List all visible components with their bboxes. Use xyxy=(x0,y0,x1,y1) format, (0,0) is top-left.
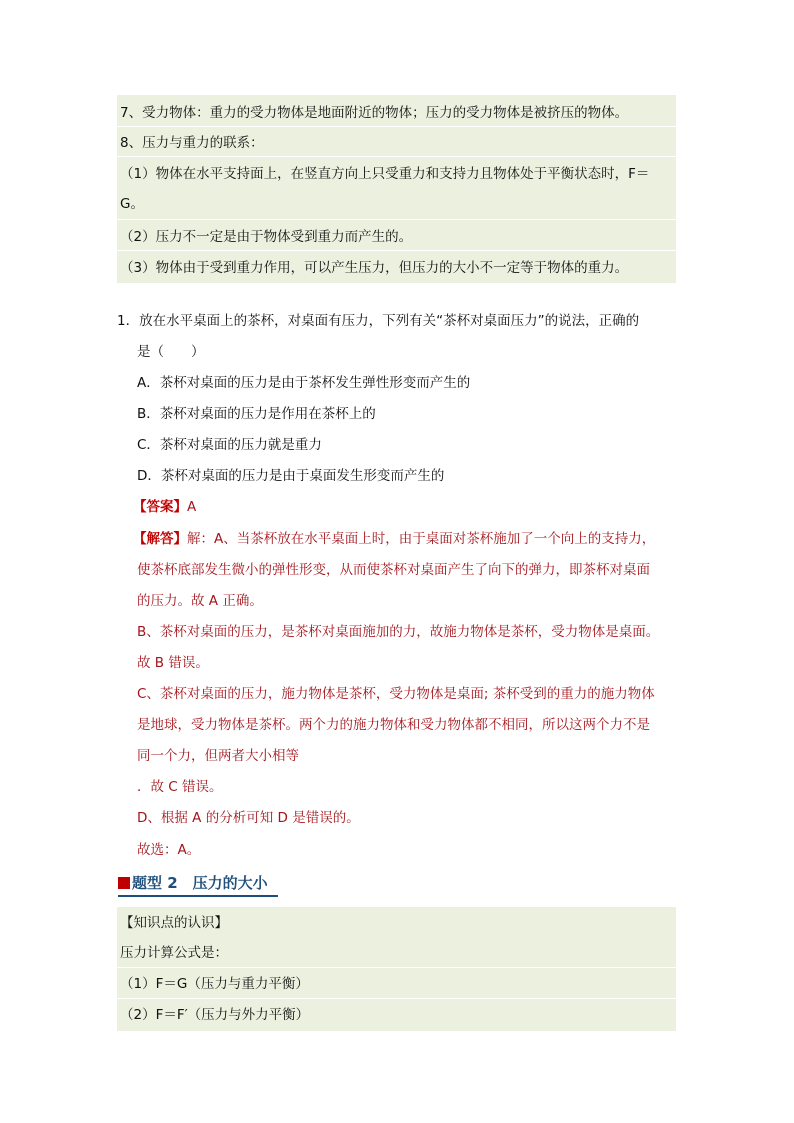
analysis-line-5: 故 B 错误。 xyxy=(137,655,209,671)
heading-underline xyxy=(118,895,278,897)
analysis-line-2: 使茶杯底部发生微小的弹性形变，从而使茶杯对桌面产生了向下的弹力，即茶杯对桌面 xyxy=(137,562,650,578)
analysis-line-8: 同一个力，但两者大小相等 xyxy=(137,748,299,764)
analysis-line-10: D、根据 A 的分析可知 D 是错误的。 xyxy=(137,810,360,826)
option-c: C．茶杯对桌面的压力就是重力 xyxy=(137,437,322,453)
knowledge-line-8-2: （2）压力不一定是由于物体受到重力而产生的。 xyxy=(120,229,413,245)
knowledge-heading: 【知识点的认识】 xyxy=(120,915,228,931)
analysis-line-11: 故选：A。 xyxy=(137,842,201,858)
question-stem: 1．放在水平桌面上的茶杯，对桌面有压力，下列有关“茶杯对桌面压力”的说法，正确的 xyxy=(117,313,640,329)
answer-value: A xyxy=(187,499,197,515)
separator xyxy=(117,998,676,999)
option-a: A．茶杯对桌面的压力是由于茶杯发生弹性形变而产生的 xyxy=(137,375,471,391)
analysis-label: 【解答】 xyxy=(133,531,187,547)
analysis-line-4: B、茶杯对桌面的压力，是茶杯对桌面施加的力，故施力物体是茶杯，受力物体是桌面。 xyxy=(137,624,660,640)
option-d: D．茶杯对桌面的压力是由于桌面发生形变而产生的 xyxy=(137,468,445,484)
separator xyxy=(117,967,676,968)
analysis-line-3: 的压力。故 A 正确。 xyxy=(137,593,263,609)
knowledge-line-7: 7、受力物体：重力的受力物体是地面附近的物体；压力的受力物体是被挤压的物体。 xyxy=(120,105,629,121)
separator xyxy=(117,156,676,157)
section-heading-text: 题型 2 压力的大小 xyxy=(132,874,268,892)
knowledge-line-8-3: （3）物体由于受到重力作用，可以产生压力，但压力的大小不一定等于物体的重力。 xyxy=(120,260,629,276)
separator xyxy=(117,126,676,127)
knowledge-box-top xyxy=(117,95,676,283)
analysis-line-9: ．故 C 错误。 xyxy=(137,779,223,795)
formula-2: （2）F＝F′（压力与外力平衡） xyxy=(120,1007,310,1023)
analysis-line-1 xyxy=(133,529,655,549)
formula-1: （1）F＝G（压力与重力平衡） xyxy=(120,976,309,992)
analysis-line-6: C、茶杯对桌面的压力，施力物体是茶杯，受力物体是桌面; 茶杯受到的重力的施力物体 xyxy=(137,686,655,702)
option-b: B．茶杯对桌面的压力是作用在茶杯上的 xyxy=(137,406,376,422)
analysis-line-7: 是地球，受力物体是茶杯。两个力的施力物体和受力物体都不相同，所以这两个力不是 xyxy=(137,717,650,733)
knowledge-line-8-1-cont: G。 xyxy=(120,196,144,212)
answer-label: 【答案】 xyxy=(133,499,187,515)
knowledge-line-8: 8、压力与重力的联系： xyxy=(120,135,264,151)
knowledge-line-8-1: （1）物体在水平支持面上，在竖直方向上只受重力和支持力且物体处于平衡状态时，F＝ xyxy=(120,166,650,182)
knowledge-box-bottom xyxy=(117,907,676,1031)
separator xyxy=(117,250,676,251)
red-square-icon xyxy=(118,877,130,889)
analysis-text: 解：A、当茶杯放在水平桌面上时，由于桌面对茶杯施加了一个向上的支持力， xyxy=(187,531,656,547)
answer xyxy=(133,497,196,517)
separator xyxy=(117,219,676,220)
question-stem-cont: 是（ ） xyxy=(137,344,205,360)
section-heading xyxy=(118,872,288,896)
formula-intro: 压力计算公式是： xyxy=(120,945,228,961)
